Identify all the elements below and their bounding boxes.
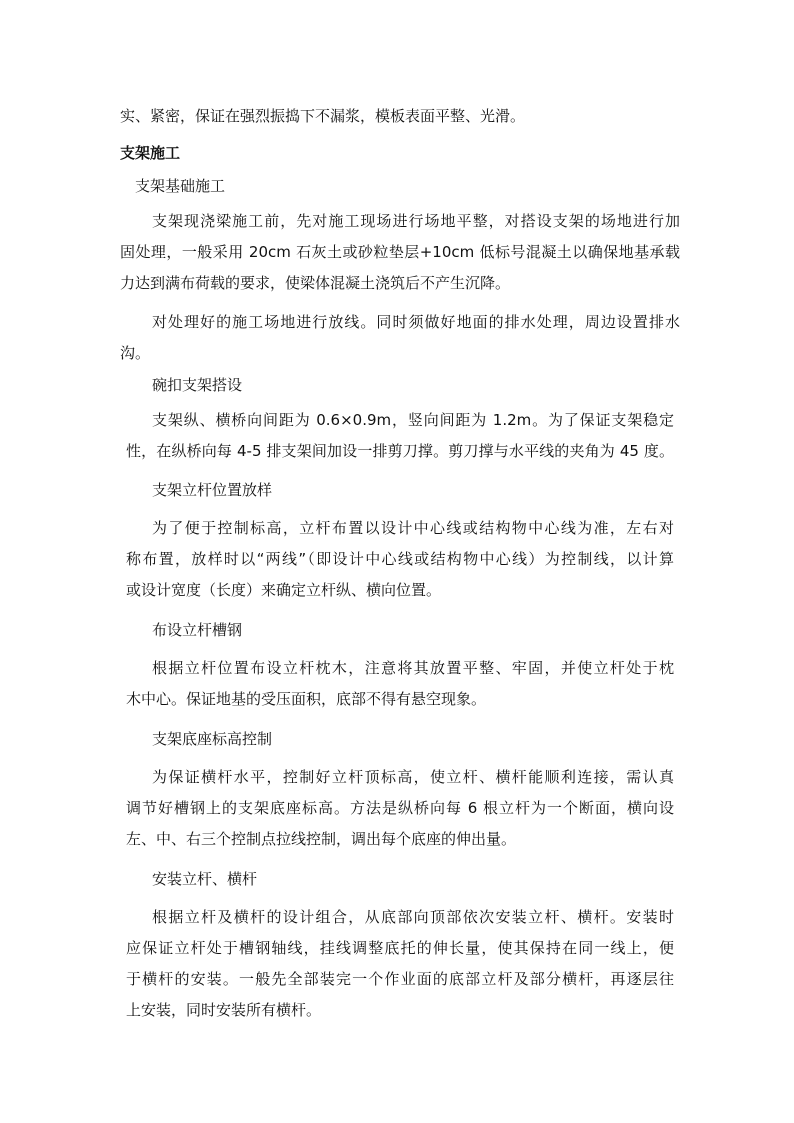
subheading: 支架底座标高控制: [152, 730, 273, 748]
paragraph-line: 木中心。保证地基的受压面积，底部不得有悬空现象。: [126, 690, 487, 708]
paragraph-line: 应保证立杆处于槽钢轴线，挂线调整底托的伸长量，使其保持在同一线上，便: [126, 939, 674, 957]
subheading: 布设立杆槽钢: [152, 621, 243, 639]
paragraph-line: 上安装，同时安装所有横杆。: [126, 1001, 322, 1019]
paragraph-line: 力达到满布荷载的要求，使梁体混凝土浇筑后不产生沉降。: [120, 274, 511, 292]
paragraph-line: 为了便于控制标高，立杆布置以设计中心线或结构物中心线为准，左右对: [152, 519, 674, 537]
paragraph-line: 于横杆的安装。一般先全部装完一个作业面的底部立杆及部分横杆，再逐层往: [126, 970, 674, 988]
paragraph-line: 固处理，一般采用 20cm 石灰土或砂粒垫层+10cm 低标号混凝土以确保地基承载: [120, 243, 680, 261]
subheading: 安装立杆、横杆: [152, 870, 258, 888]
paragraph-line: 为保证横杆水平，控制好立杆顶标高，使立杆、横杆能顺利连接，需认真: [152, 768, 674, 786]
paragraph-line: 调节好槽钢上的支架底座标高。方法是纵桥向每 6 根立杆为一个断面，横向设: [126, 799, 674, 817]
subheading: 支架基础施工: [135, 177, 226, 195]
paragraph-line: 称布置，放样时以“两线”（即设计中心线或结构物中心线）为控制线，以计算: [126, 550, 674, 568]
paragraph-line: 对处理好的施工场地进行放线。同时须做好地面的排水处理，周边设置排水: [152, 313, 680, 331]
subheading: 支架立杆位置放样: [152, 481, 273, 499]
paragraph-line: 支架现浇梁施工前，先对施工现场进行场地平整，对搭设支架的场地进行加: [152, 212, 680, 230]
paragraph-line: 支架纵、横桥向间距为 0.6×0.9m，竖向间距为 1.2m。为了保证支架稳定: [152, 411, 674, 429]
section-heading: 支架施工: [120, 144, 181, 162]
paragraph-line: 性，在纵桥向每 4-5 排支架间加设一排剪刀撑。剪刀撑与水平线的夹角为 45 度。: [126, 442, 674, 460]
paragraph-line: 实、紧密，保证在强烈振捣下不漏浆，模板表面平整、光滑。: [120, 107, 526, 125]
paragraph-line: 沟。: [120, 344, 151, 362]
paragraph-line: 根据立杆位置布设立杆枕木，注意将其放置平整、牢固，并使立杆处于枕: [152, 659, 674, 677]
subheading: 碗扣支架搭设: [152, 376, 243, 394]
paragraph-line: 根据立杆及横杆的设计组合，从底部向顶部依次安装立杆、横杆。安装时: [152, 908, 674, 926]
paragraph-line: 左、中、右三个控制点拉线控制，调出每个底座的伸出量。: [126, 830, 517, 848]
paragraph-line: 或设计宽度（长度）来确定立杆纵、横向位置。: [126, 581, 442, 599]
